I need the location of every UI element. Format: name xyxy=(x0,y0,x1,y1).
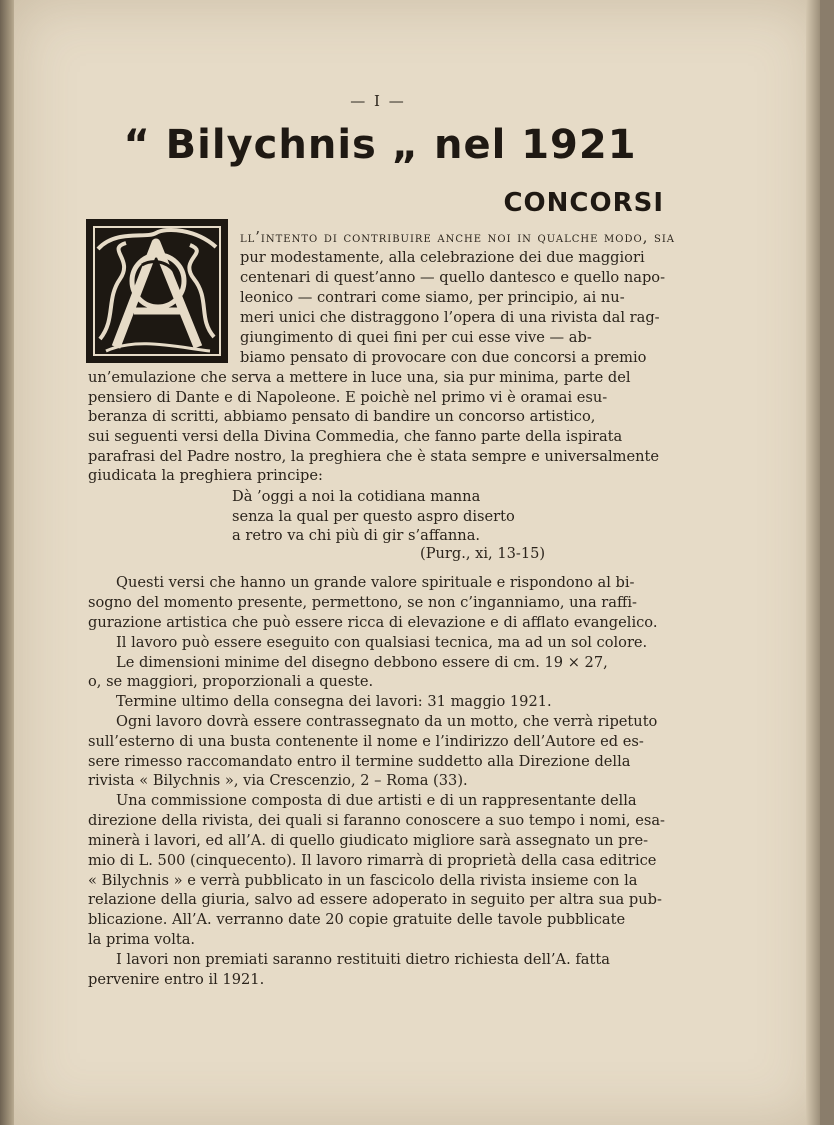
intro-line: biamo pensato di provocare con due concorsi a premio xyxy=(240,349,647,366)
verse-quotation xyxy=(232,487,515,546)
body-line: I lavori non premiati saranno restituiti dietro richiesta dell’A. fatta xyxy=(116,951,610,968)
body-line: Una commissione composta di due artisti e di un rappresentante della xyxy=(116,792,637,809)
body-line: Le dimensioni minime del disegno debbono essere di cm. 19 × 27, xyxy=(116,654,608,671)
intro-line: ll’intento di contribuire anche noi in qualche modo, sia xyxy=(240,229,676,246)
body-line: la prima volta. xyxy=(88,931,196,948)
intro-line: centenari di quest’anno — quello dantesco e quello napo- xyxy=(240,269,666,286)
page-edge xyxy=(806,0,820,1125)
body-line: pensiero di Dante e di Napoleone. E poichè nel primo vi è oramai esu- xyxy=(88,389,608,406)
body-line: o, se maggiori, proporzionali a queste. xyxy=(88,673,374,690)
body-line: pervenire entro il 1921. xyxy=(88,971,265,988)
body-line: Termine ultimo della consegna dei lavori: 31 maggio 1921. xyxy=(116,693,552,710)
body-line: parafrasi del Padre nostro, la preghiera che è stata sempre e universalmente xyxy=(88,448,660,465)
drop-cap-ornament xyxy=(86,219,228,363)
verse-line: senza la qual per questo aspro diserto xyxy=(232,507,515,525)
page-title: “ Bilychnis „ nel 1921 xyxy=(123,122,637,168)
verse-line: a retro va chi più di gir s’affanna. xyxy=(232,527,481,544)
verse-line: Dà ’oggi a noi la cotidiana manna xyxy=(232,488,481,505)
body-line: direzione della rivista, dei quali si faranno conoscere a suo tempo i nomi, esa- xyxy=(88,812,665,829)
section-heading: CONCORSI xyxy=(503,188,664,218)
body-line: relazione della giuria, salvo ad essere adoperato in seguito per altra sua pub- xyxy=(88,891,662,908)
body-line: Questi versi che hanno un grande valore spirituale e rispondono al bi- xyxy=(116,574,635,591)
body-line: minerà i lavori, ed all’A. di quello giudicato migliore sarà assegnato un pre- xyxy=(88,832,649,849)
body-line: beranza di scritti, abbiamo pensato di bandire un concorso artistico, xyxy=(88,408,596,425)
intro-line: giungimento di quei fini per cui esse vive — ab- xyxy=(240,329,592,346)
body-line: Il lavoro può essere eseguito con qualsiasi tecnica, ma ad un sol colore. xyxy=(116,634,648,651)
body-line: gurazione artistica che può essere ricca di elevazione e di afflato evangelico. xyxy=(88,614,658,631)
intro-line: pur modestamente, alla celebrazione dei due maggiori xyxy=(240,249,645,266)
intro-line: leonico — contrari come siamo, per principio, ai nu- xyxy=(240,289,625,306)
body-line: sui seguenti versi della Divina Commedia, che fanno parte della ispirata xyxy=(88,428,623,445)
body-line: mio di L. 500 (cinquecento). Il lavoro rimarrà di proprietà della casa editrice xyxy=(88,852,657,869)
body-line: rivista « Bilychnis », via Crescenzio, 2 – Roma (33). xyxy=(88,772,468,789)
body-line: sogno del momento presente, permettono, se non c’inganniamo, una raffi- xyxy=(88,594,637,611)
body-line: sere rimesso raccomandato entro il termine suddetto alla Direzione della xyxy=(88,753,631,770)
intro-line: meri unici che distraggono l’opera di una rivista dal rag- xyxy=(240,309,660,326)
body-line: « Bilychnis » e verrà pubblicato in un fascicolo della rivista insieme con la xyxy=(88,872,638,889)
body-line: Ogni lavoro dovrà essere contrassegnato da un motto, che verrà ripetuto xyxy=(116,713,658,730)
page-number: — I — xyxy=(350,92,406,110)
body-line: giudicata la preghiera principe: xyxy=(88,467,323,484)
body-line: un’emulazione che serva a mettere in luce una, sia pur minima, parte del xyxy=(88,369,631,386)
body-line: sull’esterno di una busta contenente il nome e l’indirizzo dell’Autore ed es- xyxy=(88,733,644,750)
body-line: blicazione. All’A. verranno date 20 copie gratuite delle tavole pubblicate xyxy=(88,911,626,928)
verse-reference: (Purg., xi, 13-15) xyxy=(420,545,546,562)
